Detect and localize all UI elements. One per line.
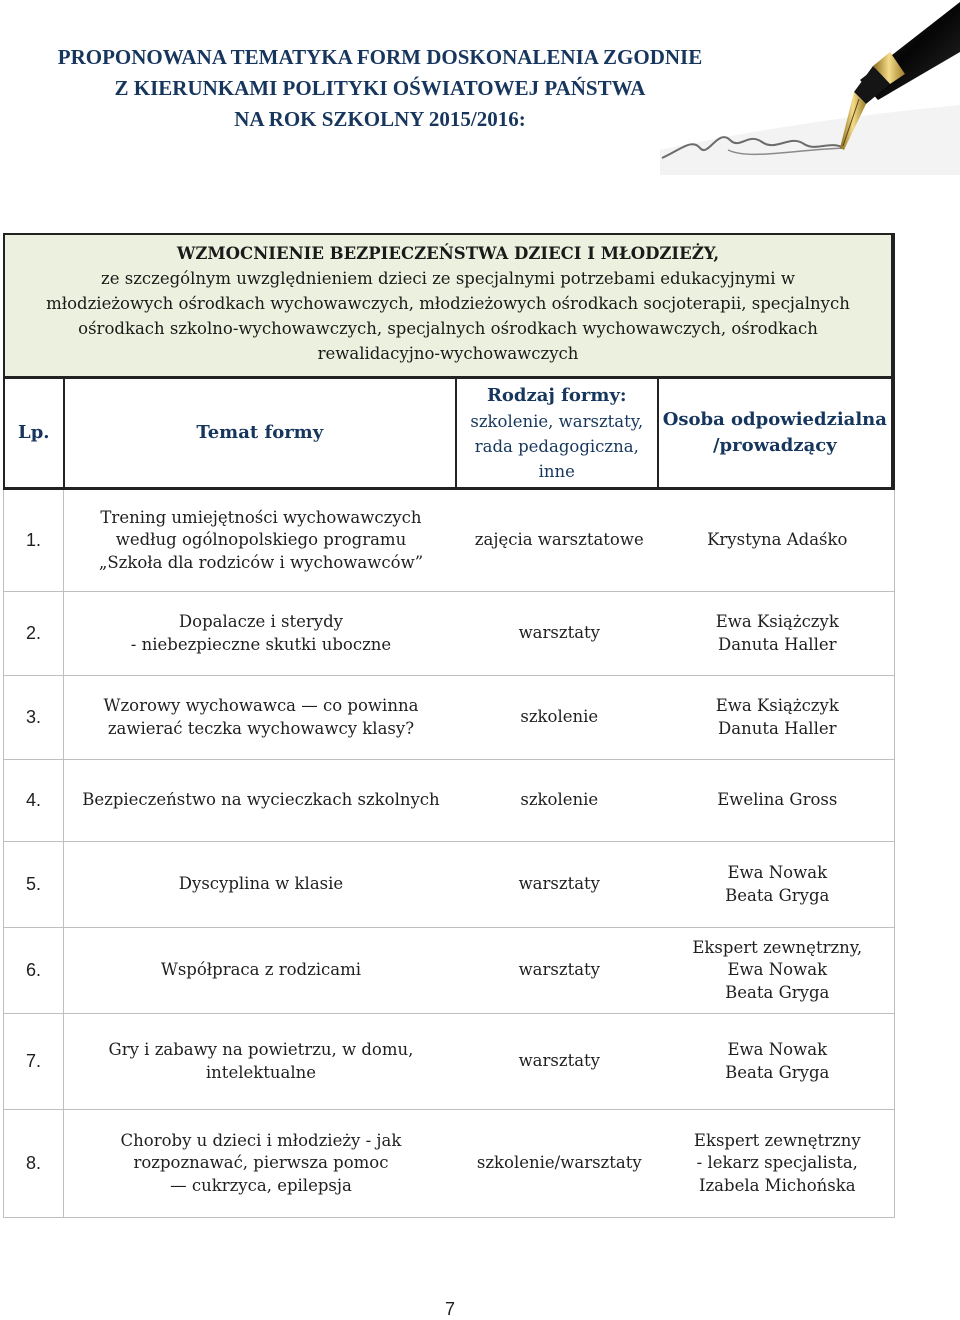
row-number: 6. bbox=[4, 928, 64, 1013]
fountain-pen-icon bbox=[640, 0, 960, 175]
title-line-1: PROPONOWANA TEMATYKA FORM DOSKONALENIA ZGODNIE bbox=[57, 45, 703, 69]
osoba-line: Ewa Książczyk bbox=[715, 696, 839, 715]
header-rodzaj-title: Rodzaj formy: bbox=[486, 384, 627, 406]
osoba-line: Ewa Nowak bbox=[727, 1040, 828, 1059]
table-row bbox=[3, 1110, 895, 1218]
osoba-line: Danuta Haller bbox=[718, 718, 837, 738]
temat-line: Dopalacze i sterydy bbox=[178, 612, 344, 631]
header-osoba-line: Osoba odpowiedzialna bbox=[662, 409, 887, 430]
row-temat bbox=[64, 676, 458, 759]
row-rodzaj: zajęcia warsztatowe bbox=[474, 530, 644, 550]
row-number: 2. bbox=[4, 592, 64, 675]
temat-line: — cukrzyca, epilepsja bbox=[170, 1175, 352, 1195]
title-line-2: Z KIERUNKAMI POLITYKI OŚWIATOWEJ PAŃSTWA bbox=[114, 76, 646, 100]
row-number: 8. bbox=[4, 1110, 64, 1217]
row-osoba bbox=[661, 592, 894, 675]
header-rodzaj bbox=[457, 379, 659, 487]
osoba-line: Beata Gryga bbox=[725, 982, 830, 1002]
temat-line: zawierać teczka wychowawcy klasy? bbox=[107, 718, 415, 738]
temat-line: intelektualne bbox=[205, 1062, 317, 1082]
row-osoba bbox=[661, 842, 894, 927]
banner-line: ze szczególnym uwzględnieniem dzieci ze specjalnymi potrzebami edukacyjnymi w bbox=[101, 269, 795, 288]
header-temat: Temat formy bbox=[65, 379, 457, 487]
temat-line: - niebezpieczne skutki uboczne bbox=[130, 634, 392, 654]
table-row bbox=[3, 592, 895, 676]
banner-line: młodzieżowych ośrodkach wychowawczych, młodzieżowych ośrodkach socjoterapii, specjalnych bbox=[46, 294, 850, 313]
row-osoba bbox=[661, 1110, 894, 1217]
row-temat bbox=[64, 592, 458, 675]
osoba-line: Danuta Haller bbox=[718, 634, 837, 654]
temat-line: według ogólnopolskiego programu bbox=[115, 530, 407, 550]
banner-heading: WZMOCNIENIE BEZPIECZEŃSTWA DZIECI I MŁODZIEŻY, bbox=[176, 244, 720, 263]
osoba-line: Ewelina Gross bbox=[717, 790, 838, 810]
temat-line: Bezpieczeństwo na wycieczkach szkolnych bbox=[82, 790, 440, 810]
temat-line: Współpraca z rodzicami bbox=[160, 960, 362, 980]
osoba-line: - lekarz specjalista, bbox=[696, 1153, 858, 1173]
banner-line: ośrodkach szkolno-wychowawczych, specjalnych ośrodkach wychowawczych, ośrodkach bbox=[78, 319, 818, 338]
row-number: 3. bbox=[4, 676, 64, 759]
row-rodzaj: warsztaty bbox=[518, 1051, 600, 1071]
row-temat bbox=[64, 490, 458, 591]
row-osoba bbox=[661, 928, 894, 1013]
table-row bbox=[3, 842, 895, 928]
temat-line: Trening umiejętności wychowawczych bbox=[100, 507, 422, 527]
row-temat bbox=[64, 928, 458, 1013]
osoba-line: Ekspert zewnętrzny, bbox=[692, 937, 863, 957]
row-rodzaj: warsztaty bbox=[518, 960, 600, 980]
header-osoba bbox=[659, 379, 891, 487]
osoba-line: Ewa Nowak bbox=[727, 863, 828, 882]
header-osoba-line: /prowadzący bbox=[712, 435, 837, 456]
temat-line: Dyscyplina w klasie bbox=[178, 874, 344, 894]
temat-line: „Szkoła dla rodziców i wychowawców” bbox=[98, 552, 424, 572]
osoba-line: Ekspert zewnętrzny bbox=[693, 1130, 861, 1150]
title-line-3: NA ROK SZKOLNY 2015/2016: bbox=[234, 107, 526, 131]
row-osoba bbox=[661, 490, 894, 591]
table-row bbox=[3, 490, 895, 592]
temat-line: rozpoznawać, pierwsza pomoc bbox=[133, 1153, 389, 1173]
row-rodzaj: warsztaty bbox=[518, 623, 600, 643]
row-temat bbox=[64, 760, 458, 841]
temat-line: Wzorowy wychowawca — co powinna bbox=[103, 696, 419, 715]
training-topics-table bbox=[3, 233, 895, 1218]
row-osoba bbox=[661, 676, 894, 759]
table-row bbox=[3, 1014, 895, 1110]
header-rodzaj-sub: szkolenie, warsztaty, bbox=[470, 411, 644, 431]
row-osoba bbox=[661, 1014, 894, 1109]
table-row bbox=[3, 676, 895, 760]
osoba-line: Izabela Michońska bbox=[698, 1175, 856, 1195]
temat-line: Gry i zabawy na powietrzu, w domu, bbox=[108, 1040, 414, 1059]
osoba-line: Ewa Nowak bbox=[727, 960, 828, 980]
header-lp: Lp. bbox=[5, 379, 65, 487]
row-rodzaj: szkolenie bbox=[520, 790, 599, 810]
banner-line: rewalidacyjno-wychowawczych bbox=[317, 344, 579, 363]
osoba-line: Beata Gryga bbox=[725, 1062, 830, 1082]
osoba-line: Beata Gryga bbox=[725, 885, 830, 905]
table-row bbox=[3, 760, 895, 842]
row-osoba bbox=[661, 760, 894, 841]
section-banner bbox=[3, 233, 895, 379]
row-number: 4. bbox=[4, 760, 64, 841]
row-temat bbox=[64, 1014, 458, 1109]
row-number: 7. bbox=[4, 1014, 64, 1109]
table-header bbox=[3, 379, 895, 490]
table-row bbox=[3, 928, 895, 1014]
temat-line: Choroby u dzieci i młodzieży - jak bbox=[120, 1130, 402, 1150]
row-temat bbox=[64, 1110, 458, 1217]
row-number: 1. bbox=[4, 490, 64, 591]
header-rodzaj-sub: rada pedagogiczna, inne bbox=[474, 436, 639, 481]
row-temat bbox=[64, 842, 458, 927]
row-rodzaj: szkolenie bbox=[520, 707, 599, 727]
row-rodzaj: szkolenie/warsztaty bbox=[476, 1153, 642, 1173]
page-number: 7 bbox=[444, 1299, 455, 1319]
row-number: 5. bbox=[4, 842, 64, 927]
row-rodzaj: warsztaty bbox=[518, 874, 600, 894]
osoba-line: Krystyna Adaśko bbox=[707, 530, 848, 550]
osoba-line: Ewa Książczyk bbox=[715, 612, 839, 631]
